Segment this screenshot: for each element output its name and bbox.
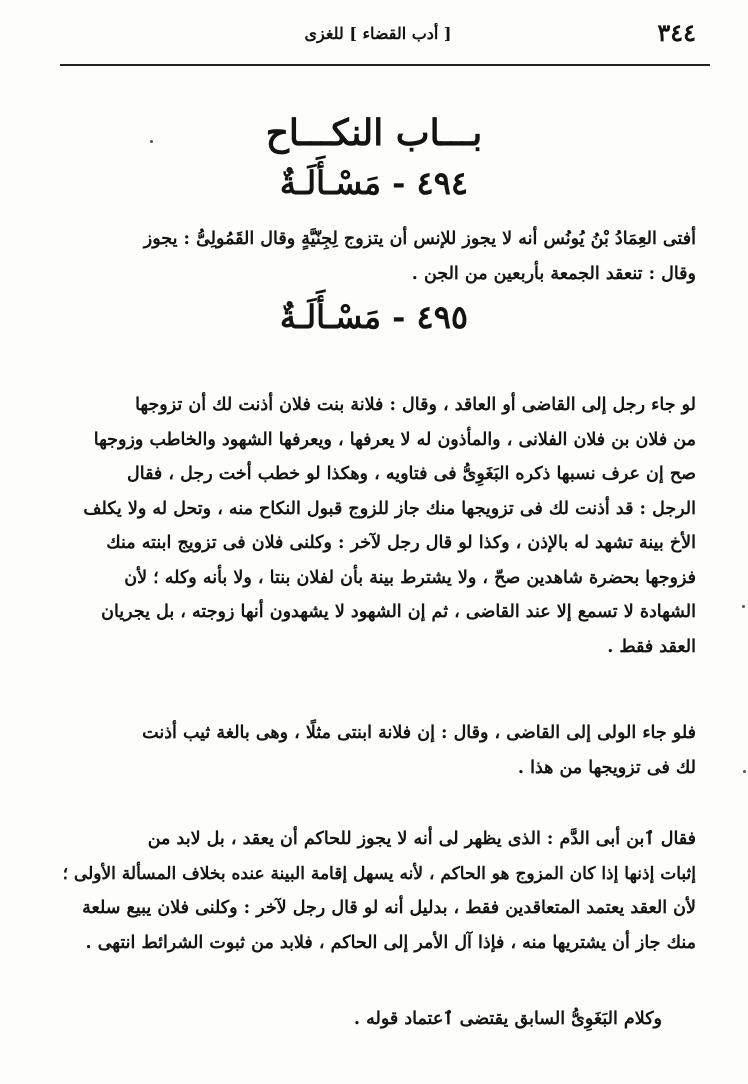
paragraph-guardian-to-judge	[48, 716, 696, 785]
text-line: من فلان بن فلان الفلانى ، والمأذون له لا يعرفها ، ويعرفها الشهود والخاطب وزوجها	[93, 429, 696, 450]
text-line: العقد فقط .	[607, 636, 696, 657]
issue-heading-495: ٤٩٥ - مَسْـأَلَـةٌ	[279, 298, 469, 336]
text-line: فزوجها بحضرة شاهدين صحّ ، ولا يشترط بينة بأن لفلان بنتا ، ولا بأنه وكله ؛ لأن	[124, 567, 696, 588]
running-title: [ أدب القضاء ] للغزى	[304, 24, 452, 43]
paragraph-ibn-abi-al-dam	[48, 822, 696, 960]
paragraph-marriage-permission	[48, 388, 696, 664]
text-line: لأن العقد يعتمد المتعاقدين فقط ، بدليل أنه لو قال رجل لآخر : وكلنى فلان يبيع سلعة	[82, 898, 696, 918]
chapter-title: بـــاب النكـــاح	[265, 112, 483, 154]
paragraph-baghawi-conclusion	[48, 1002, 696, 1037]
text-line: صح إن عرف نسبها ذكره البَغَوِىُّ فى فتاويه ، وهكذا لو خطب أخت رجل ، فقال	[127, 464, 696, 484]
page-number: ٣٤٤	[657, 18, 696, 47]
scan-speck	[742, 605, 745, 608]
page-header	[60, 18, 696, 54]
text-line: لو جاء رجل إلى القاضى أو العاقد ، وقال : فلانة بنت فلان أذنت لك أن تزوجها	[135, 395, 696, 415]
text-line: أفتى العِمَادُ بْنُ يُونُس أنه لا يجوز للإنس أن يتزوج لِجِنّيَّةٍ وقال القَمُولِىُّ : يجوز	[143, 229, 696, 249]
text-line: منك جاز أن يشتريها منه ، فإذا آل الأمر إلى الحاكم ، فلابد من ثبوت الشرائط انتهى .	[85, 932, 696, 953]
text-line: وقال : تنعقد الجمعة بأربعين من الجن .	[411, 263, 696, 284]
scan-speck	[743, 770, 746, 773]
text-line: الشهادة لا تسمع إلا عند القاضى ، ثم إن الشهود لا يشهدون أنها زوجته ، بل يجريان	[101, 602, 696, 622]
text-line: الرجل : قد أذنت لك فى تزويجها منك جاز للزوج قبول النكاح منه ، وتحل له ولا يكلف	[83, 498, 696, 519]
scan-speck	[150, 140, 153, 143]
text-line: فلو جاء الولى إلى القاضى ، وقال : إن فلانة ابنتى مثلًا ، وهى بالغة ثيب أذنت	[142, 723, 696, 743]
header-rule	[60, 64, 710, 66]
text-line: لك فى تزويجها من هذا .	[517, 757, 696, 778]
text-line: وكلام البَغَوِىُّ السابق يقتضى ٱعتماد قوله .	[353, 1009, 662, 1029]
text-line: الأخ بينة تشهد له بالإذن ، وكذا لو قال رجل لآخر : وكلنى فلان فى تزويج ابنته منك	[106, 533, 696, 553]
issue-heading-494: ٤٩٤ - مَسْـأَلَـةٌ	[279, 164, 469, 202]
text-line: إثبات إذنها إذا كان المزوج هو الحاكم ، لأنه يسهل إقامة البينة عنده بخلاف المسألة الأولى ؛	[62, 863, 696, 884]
paragraph-fatwa-jinn	[48, 222, 696, 291]
text-line: فقال ٱبن أبى الدَّم : الذى يظهر لى أنه لا يجوز للحاكم أن يعقد ، بل لابد من	[147, 829, 696, 849]
